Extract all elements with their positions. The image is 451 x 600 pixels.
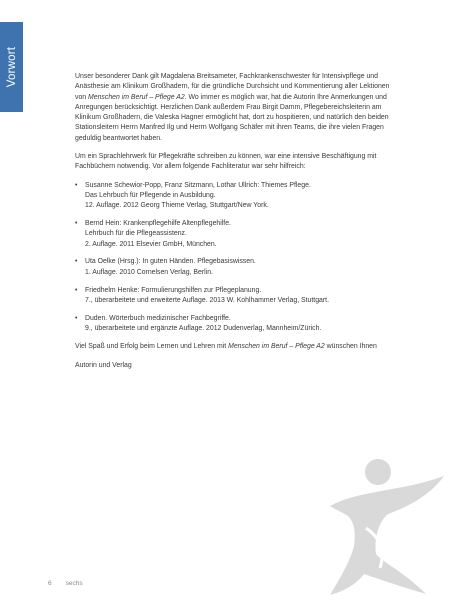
list-item xyxy=(75,219,397,250)
bullet-icon: • xyxy=(75,258,78,266)
page-number: 6 xyxy=(48,580,52,587)
closing-text-start: Viel Spaß und Erfolg beim Lernen und Lehren mit xyxy=(75,343,229,351)
book-author-title: Susanne Schewior-Popp, Franz Sitzmann, Lothar Ullrich: Thiemes Pflege. xyxy=(85,181,311,189)
list-item xyxy=(75,286,397,307)
list-item xyxy=(75,181,397,212)
book-title-inline: Menschen im Beruf – Pflege A2 xyxy=(88,93,185,101)
book-title-inline: Menschen im Beruf – Pflege A2 xyxy=(228,343,325,351)
book-edition: 7., überarbeitete und erweiterte Auflage. 2013 W. Kohlhammer Verlag, Stuttgart. xyxy=(85,296,329,304)
book-edition: 2. Auflage. 2011 Elsevier GmbH, München. xyxy=(85,240,217,248)
page-number-word: sechs xyxy=(65,580,83,587)
section-tab-vorwort xyxy=(0,22,23,112)
book-edition: 9., überarbeitete und ergänzte Auflage. 2012 Dudenverlag, Mannheim/Zürich. xyxy=(85,324,322,332)
book-edition: 12. Auflage. 2012 Georg Thieme Verlag, Stuttgart/New York. xyxy=(85,202,269,210)
book-author-title: Uta Oelke (Hrsg.): In guten Händen. Pflegebasiswissen. xyxy=(85,258,256,266)
signature: Autorin und Verlag xyxy=(75,361,132,369)
list-item xyxy=(75,314,397,335)
book-author-title: Bernd Hein: Krankenpflegehilfe Altenpflegehilfe. xyxy=(85,220,231,228)
section-tab-label: Vorwort xyxy=(5,46,18,88)
literature-intro: Um ein Sprachlehrwerk für Pflegekräfte schreiben zu können, war eine intensive Beschäftigung mit Fachbüchern notwendig. Vor allem folgende Fachliteratur war sehr hilfreich: xyxy=(75,153,377,171)
thanks-text-end: . Wo immer es möglich war, hat die Autorin Ihre Anmerkungen und Anregungen berücksichtigt. Herzlichen Dank außerdem Frau Birgit Damm, Pflegebereichsleiterin am Klinikum Großhadern, die Valeska Hagner ermöglicht hat, dort zu hospitieren, und natürlich den beiden Stationsleitern Herrn Manfred Ilg und Herrn Wolfgang Schäfer mit ihren Teams, die ihre vielen Fragen geduldig beantwortet haben. xyxy=(75,93,389,142)
page-footer xyxy=(48,580,83,587)
book-subtitle: Das Lehrbuch für Pflegende in Ausbildung. xyxy=(85,191,216,199)
bullet-icon: • xyxy=(75,220,78,228)
bullet-icon: • xyxy=(75,181,78,189)
thanks-text-start: Unser besonderer Dank gilt Magdalena Breitsameter, Fachkrankenschwester für Intensivpflege und Anästhesie am Klinikum Großhadern, für die gründliche Durchsicht und Kommentierung aller Lektionen von xyxy=(75,73,390,101)
closing-paragraph xyxy=(75,342,397,352)
book-edition: 1. Auflage. 2010 Cornelsen Verlag, Berlin. xyxy=(85,268,213,276)
list-item xyxy=(75,257,397,278)
book-author-title: Friedhelm Henke: Formulierungshilfen zur Pflegeplanung. xyxy=(85,286,262,294)
stylized-person-watermark-icon xyxy=(318,450,448,595)
book-author-title: Duden. Wörterbuch medizinischer Fachbegriffe. xyxy=(85,314,231,322)
preface-content xyxy=(75,72,397,379)
literature-list xyxy=(75,181,397,335)
bullet-icon: • xyxy=(75,286,78,294)
thanks-paragraph xyxy=(75,72,397,144)
closing-text-end: wünschen Ihnen xyxy=(324,343,377,351)
book-subtitle: Lehrbuch für die Pflegeassistenz. xyxy=(85,230,187,238)
bullet-icon: • xyxy=(75,314,78,322)
